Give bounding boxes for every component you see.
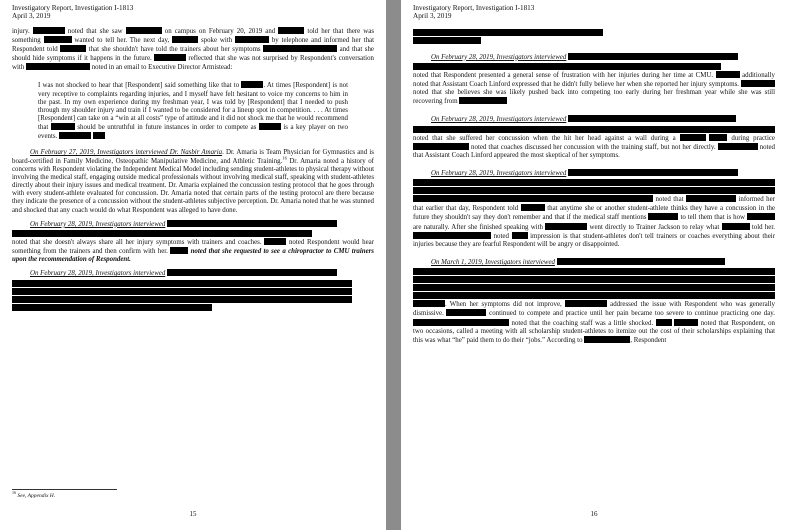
redaction xyxy=(170,247,188,254)
paragraph: On February 28, 2019, Investigators interviewed noted that she doesn't always share all her injury symptoms with trainers and coaches. noted Respondent would hear something from the trainers and then confirm with her. noted that she requested to see a chiropractor to CMU trainers upon the recommendation of Respondent. xyxy=(12,220,374,264)
redaction xyxy=(413,300,445,307)
redaction xyxy=(413,292,775,299)
redaction xyxy=(235,36,269,43)
redaction xyxy=(674,319,698,326)
redaction xyxy=(26,63,90,70)
redaction xyxy=(584,336,630,343)
redaction xyxy=(126,27,162,34)
redaction xyxy=(93,132,105,139)
redaction xyxy=(12,296,352,303)
redaction xyxy=(60,45,86,52)
paragraph: On February 28, 2019, Investigators interviewed noted that informed her that earlier that day, Respondent told that anytime she or another student-athlete thinks they have a concussion in the future they shouldn't say they don't remember and that if the medical staff mentions to tell them that is how are naturally. After she finished speaking with went directly to Trainer Jackson to relay what told her. noted impression is that student-athletes don't tell trainers or coaches everything about their injuries because they are fearful Respondent will be angry or disappointed. xyxy=(413,170,775,248)
redaction xyxy=(722,223,750,230)
redaction xyxy=(545,223,587,230)
header-date: April 3, 2019 xyxy=(12,12,51,21)
redaction xyxy=(51,123,75,130)
report-page-16 xyxy=(401,0,787,530)
redaction xyxy=(12,288,352,295)
redaction xyxy=(241,81,263,88)
redaction xyxy=(413,143,469,150)
redaction xyxy=(264,238,286,245)
redaction xyxy=(259,123,281,130)
redaction xyxy=(459,97,507,104)
redaction xyxy=(512,232,528,239)
redaction xyxy=(413,268,775,275)
redaction xyxy=(413,37,481,44)
redaction xyxy=(413,29,603,36)
redaction xyxy=(59,132,91,139)
redaction xyxy=(521,204,545,211)
redaction xyxy=(154,54,186,61)
paragraph: injury. noted that she saw on campus on February 20, 2019 and told her that there was something wanted to tell her. The next day, spoke with by telephone and informed her that Respondent told that she shouldn't have told the trainers about her symptoms and that she should hide symptoms if it happens in the future. reflected that she was not surprised by Respondent's conversation with noted in an email to Executive Director Armistead: xyxy=(12,27,375,72)
redaction xyxy=(656,319,672,326)
redaction xyxy=(44,36,72,43)
redaction xyxy=(413,179,775,186)
redaction xyxy=(413,232,491,239)
header-title: Investigatory Report, Investigation I-1813 xyxy=(12,4,134,12)
redaction xyxy=(167,269,337,276)
redaction xyxy=(413,276,775,283)
redaction xyxy=(413,187,775,194)
redaction xyxy=(413,63,721,70)
footnote: $^{16}$ See, Appendix H. xyxy=(12,490,56,499)
redaction xyxy=(167,220,337,227)
redaction xyxy=(446,309,486,316)
redaction xyxy=(709,134,727,141)
redaction xyxy=(172,36,198,43)
redaction xyxy=(741,80,775,87)
redaction xyxy=(413,319,509,326)
redaction xyxy=(557,258,725,265)
report-page-15 xyxy=(0,0,386,530)
page-header xyxy=(413,4,775,21)
redaction xyxy=(413,126,775,133)
redaction xyxy=(413,284,775,291)
block-quote: I was not shocked to hear that [Respondent] said something like that to . At times [Respondent] is not very receptive to complaints regarding injuries, and I myself have felt hesitant to voice my concerns to him in the past. In my own experience during my freshman year, I was told by [Respondent] that I needed to push through my shoulder injury and train if I wanted to be considered for a lineup spot in competition. . . . At times [Respondent] can take on a “win at all costs” type of attitude and it did not shock me that he would recommend that should be untruthful in future instances in order to compete as is a key player on two events. xyxy=(38,82,349,141)
redaction xyxy=(413,195,653,202)
redaction xyxy=(716,71,740,78)
page-number: 15 xyxy=(189,510,197,518)
redaction xyxy=(33,27,65,34)
redaction xyxy=(565,300,607,307)
redaction xyxy=(12,230,312,237)
header-date: April 3, 2019 xyxy=(413,12,452,21)
redaction xyxy=(12,280,352,287)
redaction xyxy=(568,169,738,176)
paragraph: On February 28, 2019, Investigators interviewed noted that Respondent presented a general sense of frustration with her injuries during her time at CMU. additionally noted that Assistant Coach Linford expressed that he didn't fully believe her when she reported her injury symptoms. noted that she believes she was likely pushed back into competing too early during her freshman year while she was still recovering from xyxy=(413,53,775,106)
paragraph: On March 1, 2019, Investigators interviewed . When her symptoms did not improve, addressed the issue with Respondent who was generally dismissive. continued to compete and practice until her pain became too severe to continue practicing one day. noted that the coaching staff was a little shocked. noted that Respondent, on two occasions, called a meeting with all scholarship student-athletes to itemize out the cost of their scholarships explaining that this was what “he” paid them to do their “jobs.” According to , Respondent xyxy=(413,259,775,344)
redaction xyxy=(718,143,758,150)
header-title: Investigatory Report, Investigation I-1813 xyxy=(413,4,535,12)
footnote-rule xyxy=(12,489,117,490)
redaction xyxy=(278,27,304,34)
paragraph: On February 28, 2019, Investigators interviewed xyxy=(12,269,374,310)
paragraph: On February 28, 2019, Investigators interviewed noted that she suffered her concussion when the hit her head against a wall during a during practice noted that coaches discussed her concussion with the training staff, but not her directly. noted that Assistant Coach Linford appeared the most skeptical of her symptoms. xyxy=(413,116,775,159)
redaction xyxy=(568,115,736,122)
redaction xyxy=(648,213,678,220)
paragraph: On February 27, 2019, Investigators interviewed Dr. Nasbir Amaria. Dr. Amaria is Team Physician for Gymnastics and is board-certified in Family Medicine, Osteopathic Manipulative Medicine, and Athletic Training.$^{16}$ Dr. Amaria noted a history of concerns with Respondent violating the Independent Medical Model including sending student-athletes to physical therapy without involving the medical staff, engaging outside medical professionals without involving medical staff, speaking with student-athletes directly about their injury issues and medical treatment. Dr. Amaria explained the concussion testing protocol that he goes through with every student-athlete evaluated for concussion. Dr. Amaria noted that certain parts of the testing protocol are there because they indicate the presence of a concussion without the student-athletes subjective perception. Dr. Amaria noted that he was stunned and shocked that any coach would do what Respondent was alleged to have done. xyxy=(12,149,374,214)
page-header xyxy=(12,4,374,21)
redaction xyxy=(568,53,738,60)
page-number: 16 xyxy=(590,510,598,518)
redaction xyxy=(263,45,337,52)
redaction xyxy=(686,195,736,202)
redaction xyxy=(747,213,775,220)
redaction xyxy=(12,304,212,311)
redaction xyxy=(680,134,706,141)
